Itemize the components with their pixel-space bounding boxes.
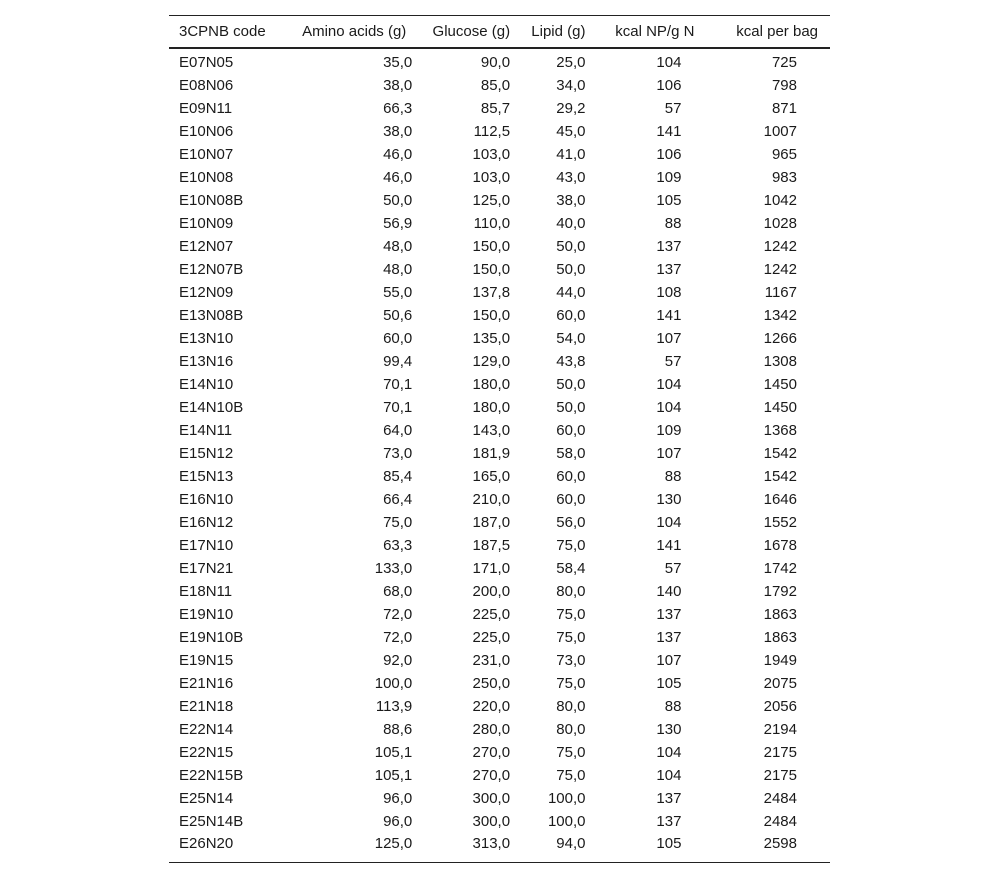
table-row bbox=[169, 741, 830, 764]
cell-kcal-np-per-g-n: 140 bbox=[656, 583, 682, 600]
cell-lipid: 29,2 bbox=[556, 100, 586, 117]
cell-lipid: 100,0 bbox=[547, 790, 586, 807]
cell-code: E25N14 bbox=[179, 790, 234, 807]
cell-amino-acids: 50,6 bbox=[383, 307, 413, 324]
cell-kcal-np-per-g-n: 137 bbox=[656, 238, 682, 255]
cell-code: E13N10 bbox=[179, 330, 234, 347]
cell-code: E14N11 bbox=[179, 422, 233, 439]
cell-code: E16N10 bbox=[179, 491, 234, 508]
table-row bbox=[169, 442, 830, 465]
cell-code: E14N10 bbox=[179, 376, 234, 393]
cell-lipid: 75,0 bbox=[556, 675, 586, 692]
cell-code: E15N13 bbox=[179, 468, 234, 485]
cell-lipid: 58,4 bbox=[556, 560, 586, 577]
table-row bbox=[169, 189, 830, 212]
cell-glucose: 187,5 bbox=[472, 537, 511, 554]
cell-code: E22N15 bbox=[179, 744, 234, 761]
cell-amino-acids: 105,1 bbox=[374, 744, 413, 761]
cell-glucose: 300,0 bbox=[472, 790, 511, 807]
cell-kcal-np-per-g-n: 105 bbox=[656, 192, 682, 209]
cell-kcal-per-bag: 1242 bbox=[763, 261, 797, 278]
cell-kcal-np-per-g-n: 104 bbox=[656, 54, 682, 71]
cell-glucose: 171,0 bbox=[472, 560, 511, 577]
cell-kcal-per-bag: 1863 bbox=[763, 629, 797, 646]
table-row bbox=[169, 833, 830, 863]
cell-kcal-per-bag: 1342 bbox=[763, 307, 797, 324]
cell-kcal-np-per-g-n: 104 bbox=[656, 376, 682, 393]
header-lipid: Lipid (g) bbox=[510, 16, 585, 49]
cell-code: E25N14B bbox=[179, 813, 244, 830]
cell-amino-acids: 73,0 bbox=[383, 445, 413, 462]
table-row bbox=[169, 511, 830, 534]
cell-kcal-per-bag: 1167 bbox=[764, 284, 797, 301]
cell-code: E07N05 bbox=[179, 54, 234, 71]
table-row bbox=[169, 120, 830, 143]
cell-amino-acids: 48,0 bbox=[383, 238, 413, 255]
cell-code: E21N18 bbox=[179, 698, 234, 715]
cell-lipid: 80,0 bbox=[556, 698, 586, 715]
header-amino-acids: Amino acids (g) bbox=[289, 16, 412, 49]
cell-lipid: 34,0 bbox=[556, 77, 586, 94]
cell-code: E08N06 bbox=[179, 77, 234, 94]
cell-glucose: 165,0 bbox=[472, 468, 511, 485]
cell-glucose: 150,0 bbox=[472, 238, 511, 255]
cell-kcal-per-bag: 1949 bbox=[763, 652, 797, 669]
cell-amino-acids: 63,3 bbox=[383, 537, 413, 554]
table-row bbox=[169, 143, 830, 166]
cell-glucose: 187,0 bbox=[472, 514, 511, 531]
cell-amino-acids: 92,0 bbox=[383, 652, 413, 669]
cell-kcal-per-bag: 2484 bbox=[763, 790, 797, 807]
cell-kcal-np-per-g-n: 141 bbox=[656, 123, 682, 140]
cell-glucose: 112,5 bbox=[473, 123, 511, 140]
cell-kcal-np-per-g-n: 57 bbox=[664, 560, 682, 577]
cell-kcal-np-per-g-n: 137 bbox=[656, 606, 682, 623]
cell-glucose: 135,0 bbox=[472, 330, 511, 347]
cell-kcal-per-bag: 2598 bbox=[700, 833, 830, 863]
cell-lipid: 75,0 bbox=[556, 744, 586, 761]
header-kcal-np-per-g-n: kcal NP/g N bbox=[585, 16, 700, 49]
cell-glucose: 110,0 bbox=[473, 215, 511, 232]
cell-code: E19N15 bbox=[179, 652, 234, 669]
table-row bbox=[169, 488, 830, 511]
table-body bbox=[169, 48, 830, 863]
table-row bbox=[169, 396, 830, 419]
cell-kcal-np-per-g-n: 107 bbox=[656, 445, 682, 462]
cell-glucose: 225,0 bbox=[472, 629, 511, 646]
cell-kcal-per-bag: 1042 bbox=[763, 192, 797, 209]
cell-kcal-np-per-g-n: 105 bbox=[656, 675, 682, 692]
cell-amino-acids: 99,4 bbox=[383, 353, 413, 370]
table-row bbox=[169, 603, 830, 626]
cell-code: E18N11 bbox=[179, 583, 233, 600]
header-row bbox=[169, 16, 830, 49]
cell-glucose: 180,0 bbox=[472, 399, 511, 416]
cell-kcal-per-bag: 1678 bbox=[763, 537, 797, 554]
cell-lipid: 80,0 bbox=[556, 583, 586, 600]
cell-glucose: 85,0 bbox=[480, 77, 511, 94]
cell-kcal-per-bag: 2056 bbox=[763, 698, 797, 715]
cell-glucose: 300,0 bbox=[472, 813, 511, 830]
cell-lipid: 100,0 bbox=[547, 813, 586, 830]
cell-kcal-np-per-g-n: 107 bbox=[656, 330, 682, 347]
table-row bbox=[169, 304, 830, 327]
table-row bbox=[169, 557, 830, 580]
cell-kcal-np-per-g-n: 137 bbox=[656, 629, 682, 646]
cell-kcal-np-per-g-n: 141 bbox=[656, 307, 682, 324]
cell-kcal-np-per-g-n: 106 bbox=[656, 77, 682, 94]
cell-lipid: 44,0 bbox=[556, 284, 586, 301]
table-row bbox=[169, 810, 830, 833]
cell-amino-acids: 100,0 bbox=[374, 675, 413, 692]
cell-code: E19N10B bbox=[179, 629, 244, 646]
cell-lipid: 56,0 bbox=[556, 514, 586, 531]
cell-code: E13N16 bbox=[179, 353, 234, 370]
cell-kcal-per-bag: 1792 bbox=[763, 583, 797, 600]
cell-lipid: 75,0 bbox=[556, 629, 586, 646]
cell-lipid: 58,0 bbox=[556, 445, 586, 462]
cell-lipid: 75,0 bbox=[556, 606, 586, 623]
cell-glucose: 250,0 bbox=[472, 675, 511, 692]
cell-code: E10N07 bbox=[179, 146, 234, 163]
cell-code: E10N08B bbox=[179, 192, 244, 209]
cell-amino-acids: 66,3 bbox=[383, 100, 413, 117]
table-row bbox=[169, 281, 830, 304]
cell-amino-acids: 46,0 bbox=[383, 146, 413, 163]
table-row bbox=[169, 718, 830, 741]
cell-glucose: 181,9 bbox=[472, 445, 511, 462]
header-glucose: Glucose (g) bbox=[412, 16, 510, 49]
cell-glucose: 143,0 bbox=[472, 422, 511, 439]
cell-kcal-per-bag: 1542 bbox=[763, 445, 797, 462]
cell-lipid: 60,0 bbox=[556, 307, 586, 324]
cell-glucose: 103,0 bbox=[472, 169, 511, 186]
cell-kcal-np-per-g-n: 104 bbox=[656, 767, 682, 784]
cell-glucose: 231,0 bbox=[472, 652, 511, 669]
cell-lipid: 38,0 bbox=[556, 192, 586, 209]
table-row bbox=[169, 48, 830, 74]
cell-code: E22N15B bbox=[179, 767, 244, 784]
cell-kcal-np-per-g-n: 137 bbox=[656, 790, 682, 807]
table-row bbox=[169, 350, 830, 373]
cell-lipid: 43,0 bbox=[556, 169, 586, 186]
cell-glucose: 129,0 bbox=[472, 353, 511, 370]
cell-lipid: 40,0 bbox=[556, 215, 586, 232]
table-row bbox=[169, 373, 830, 396]
cell-amino-acids: 88,6 bbox=[383, 721, 413, 738]
cell-kcal-np-per-g-n: 88 bbox=[664, 698, 682, 715]
cell-glucose: 220,0 bbox=[472, 698, 511, 715]
cell-amino-acids: 35,0 bbox=[383, 54, 413, 71]
cell-kcal-per-bag: 965 bbox=[771, 146, 797, 163]
cell-kcal-per-bag: 1450 bbox=[763, 376, 797, 393]
table-row bbox=[169, 212, 830, 235]
cell-amino-acids: 68,0 bbox=[383, 583, 413, 600]
table-row bbox=[169, 465, 830, 488]
table-row bbox=[169, 787, 830, 810]
cell-amino-acids: 56,9 bbox=[383, 215, 413, 232]
cell-kcal-per-bag: 1450 bbox=[763, 399, 797, 416]
cell-code: E10N08 bbox=[179, 169, 234, 186]
cell-code: E12N07B bbox=[179, 261, 244, 278]
cell-lipid: 45,0 bbox=[556, 123, 586, 140]
cell-amino-acids: 48,0 bbox=[383, 261, 413, 278]
cell-kcal-per-bag: 1742 bbox=[763, 560, 797, 577]
cell-kcal-np-per-g-n: 107 bbox=[656, 652, 682, 669]
cell-amino-acids: 46,0 bbox=[383, 169, 413, 186]
cell-amino-acids: 85,4 bbox=[383, 468, 413, 485]
cell-kcal-per-bag: 1308 bbox=[763, 353, 797, 370]
cell-kcal-per-bag: 2484 bbox=[763, 813, 797, 830]
cell-glucose: 103,0 bbox=[472, 146, 511, 163]
cell-lipid: 73,0 bbox=[556, 652, 586, 669]
cell-code: E10N09 bbox=[179, 215, 234, 232]
cell-lipid: 43,8 bbox=[556, 353, 586, 370]
cell-lipid: 80,0 bbox=[556, 721, 586, 738]
cell-code: E15N12 bbox=[179, 445, 234, 462]
cell-code: E17N10 bbox=[179, 537, 234, 554]
cell-kcal-np-per-g-n: 104 bbox=[656, 744, 682, 761]
cell-code: E17N21 bbox=[179, 560, 234, 577]
cell-kcal-per-bag: 2075 bbox=[763, 675, 797, 692]
cell-glucose: 125,0 bbox=[472, 192, 511, 209]
cell-kcal-np-per-g-n: 108 bbox=[656, 284, 682, 301]
table-row bbox=[169, 534, 830, 557]
table-row bbox=[169, 695, 830, 718]
cell-kcal-np-per-g-n: 109 bbox=[656, 169, 682, 186]
table-row bbox=[169, 97, 830, 120]
cell-kcal-np-per-g-n: 57 bbox=[664, 353, 682, 370]
cell-glucose: 137,8 bbox=[472, 284, 511, 301]
cell-amino-acids: 38,0 bbox=[383, 77, 413, 94]
cell-lipid: 94,0 bbox=[510, 833, 585, 863]
cell-kcal-np-per-g-n: 109 bbox=[656, 422, 682, 439]
table-row bbox=[169, 672, 830, 695]
cell-amino-acids: 125,0 bbox=[289, 833, 412, 863]
cell-lipid: 54,0 bbox=[556, 330, 586, 347]
cell-code: E14N10B bbox=[179, 399, 244, 416]
cell-code: E16N12 bbox=[179, 514, 234, 531]
cell-kcal-per-bag: 1863 bbox=[763, 606, 797, 623]
cell-kcal-np-per-g-n: 57 bbox=[664, 100, 682, 117]
cell-kcal-np-per-g-n: 88 bbox=[664, 468, 682, 485]
cell-kcal-per-bag: 1007 bbox=[763, 123, 797, 140]
cell-kcal-per-bag: 2175 bbox=[763, 744, 797, 761]
cell-glucose: 180,0 bbox=[472, 376, 511, 393]
cell-amino-acids: 105,1 bbox=[374, 767, 413, 784]
table-row bbox=[169, 235, 830, 258]
cell-amino-acids: 38,0 bbox=[383, 123, 413, 140]
cell-lipid: 60,0 bbox=[556, 468, 586, 485]
cell-kcal-per-bag: 1266 bbox=[763, 330, 797, 347]
cell-amino-acids: 96,0 bbox=[383, 813, 413, 830]
header-code: 3CPNB code bbox=[169, 16, 289, 49]
cell-lipid: 25,0 bbox=[556, 54, 586, 71]
table-row bbox=[169, 258, 830, 281]
header-kcal-per-bag: kcal per bag bbox=[700, 16, 830, 49]
cell-kcal-np-per-g-n: 141 bbox=[656, 537, 682, 554]
cell-kcal-per-bag: 871 bbox=[771, 100, 797, 117]
cell-glucose: 280,0 bbox=[472, 721, 511, 738]
cell-glucose: 270,0 bbox=[472, 767, 511, 784]
cell-lipid: 75,0 bbox=[556, 767, 586, 784]
table-row bbox=[169, 764, 830, 787]
cell-amino-acids: 70,1 bbox=[383, 399, 413, 416]
table-row bbox=[169, 626, 830, 649]
parenteral-nutrition-bag-table bbox=[169, 15, 830, 863]
cell-lipid: 50,0 bbox=[556, 376, 586, 393]
cell-amino-acids: 66,4 bbox=[383, 491, 413, 508]
cell-glucose: 270,0 bbox=[472, 744, 511, 761]
table-row bbox=[169, 74, 830, 97]
cell-code: E21N16 bbox=[179, 675, 234, 692]
cell-code: E10N06 bbox=[179, 123, 234, 140]
cell-code: E12N09 bbox=[179, 284, 234, 301]
cell-lipid: 50,0 bbox=[556, 238, 586, 255]
cell-kcal-per-bag: 1646 bbox=[763, 491, 797, 508]
cell-kcal-per-bag: 725 bbox=[771, 54, 797, 71]
cell-kcal-per-bag: 1028 bbox=[763, 215, 797, 232]
cell-kcal-np-per-g-n: 137 bbox=[656, 813, 682, 830]
cell-code: E22N14 bbox=[179, 721, 234, 738]
cell-code: E26N20 bbox=[169, 833, 289, 863]
cell-code: E09N11 bbox=[179, 100, 233, 117]
cell-glucose: 200,0 bbox=[472, 583, 511, 600]
cell-amino-acids: 64,0 bbox=[383, 422, 413, 439]
cell-kcal-per-bag: 2194 bbox=[763, 721, 797, 738]
cell-glucose: 90,0 bbox=[480, 54, 511, 71]
cell-glucose: 313,0 bbox=[412, 833, 510, 863]
cell-amino-acids: 60,0 bbox=[383, 330, 413, 347]
cell-kcal-np-per-g-n: 104 bbox=[656, 399, 682, 416]
cell-glucose: 85,7 bbox=[480, 100, 511, 117]
cell-amino-acids: 72,0 bbox=[383, 606, 413, 623]
table-row bbox=[169, 327, 830, 350]
cell-amino-acids: 70,1 bbox=[383, 376, 413, 393]
cell-kcal-np-per-g-n: 137 bbox=[656, 261, 682, 278]
cell-glucose: 150,0 bbox=[472, 307, 511, 324]
cell-kcal-per-bag: 2175 bbox=[763, 767, 797, 784]
cell-kcal-per-bag: 1242 bbox=[763, 238, 797, 255]
cell-kcal-np-per-g-n: 104 bbox=[656, 514, 682, 531]
cell-kcal-per-bag: 1368 bbox=[763, 422, 797, 439]
cell-amino-acids: 55,0 bbox=[383, 284, 413, 301]
cell-amino-acids: 96,0 bbox=[383, 790, 413, 807]
cell-kcal-np-per-g-n: 105 bbox=[585, 833, 700, 863]
cell-glucose: 150,0 bbox=[472, 261, 511, 278]
cell-kcal-per-bag: 1552 bbox=[763, 514, 797, 531]
cell-amino-acids: 50,0 bbox=[383, 192, 413, 209]
cell-amino-acids: 72,0 bbox=[383, 629, 413, 646]
cell-kcal-np-per-g-n: 106 bbox=[656, 146, 682, 163]
cell-glucose: 225,0 bbox=[472, 606, 511, 623]
cell-lipid: 50,0 bbox=[556, 261, 586, 278]
cell-kcal-per-bag: 1542 bbox=[763, 468, 797, 485]
cell-kcal-per-bag: 798 bbox=[771, 77, 797, 94]
cell-lipid: 41,0 bbox=[556, 146, 586, 163]
table-header bbox=[169, 16, 830, 49]
cell-amino-acids: 75,0 bbox=[383, 514, 413, 531]
cell-lipid: 60,0 bbox=[556, 491, 586, 508]
cell-kcal-np-per-g-n: 88 bbox=[664, 215, 682, 232]
table-row bbox=[169, 419, 830, 442]
cell-code: E13N08B bbox=[179, 307, 244, 324]
cell-amino-acids: 113,9 bbox=[375, 698, 413, 715]
cell-kcal-np-per-g-n: 130 bbox=[656, 721, 682, 738]
cell-lipid: 50,0 bbox=[556, 399, 586, 416]
cell-kcal-np-per-g-n: 130 bbox=[656, 491, 682, 508]
table-row bbox=[169, 649, 830, 672]
cell-code: E19N10 bbox=[179, 606, 234, 623]
cell-lipid: 60,0 bbox=[556, 422, 586, 439]
cell-amino-acids: 133,0 bbox=[374, 560, 413, 577]
cell-kcal-per-bag: 983 bbox=[771, 169, 797, 186]
cell-code: E12N07 bbox=[179, 238, 234, 255]
cell-lipid: 75,0 bbox=[556, 537, 586, 554]
table-row bbox=[169, 580, 830, 603]
table-row bbox=[169, 166, 830, 189]
cell-glucose: 210,0 bbox=[472, 491, 511, 508]
